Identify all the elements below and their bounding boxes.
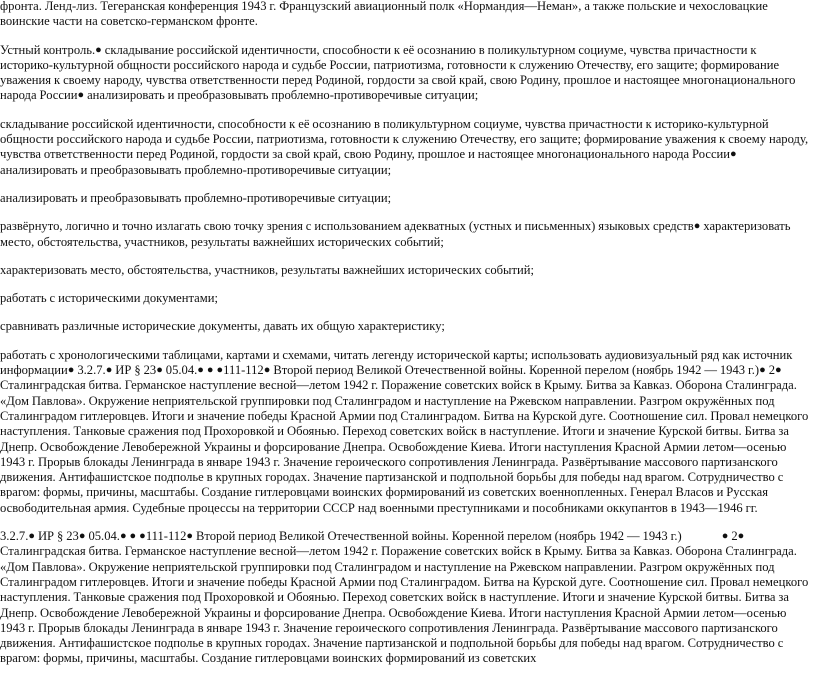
bullet-icon: ● [95,43,102,56]
bullet-icon: ● [775,364,782,377]
text-period-title: Второй период Великой Отечественной войны. Коренной перелом (ноябрь 1942 — 1943 г.) [270,363,760,378]
text-period-title: Второй период Великой Отечественной войны. Коренной перелом (ноябрь 1942 — 1943 г.) [193,529,682,544]
text-tables: работать с хронологическими таблицами, картами и схемами, читать легенду исторической карты; использовать аудиовизуальный ряд как источник информации [0,347,793,378]
text-characterize: характеризовать место, обстоятельства, участников, результаты важнейших исторических событий; [0,219,791,249]
text-date: 05.04. [85,529,120,544]
paragraph-expound [0,219,812,250]
text-analyze: анализировать и преобразовывать проблемно-противоречивые ситуации; [84,88,479,103]
paragraph-documents [0,291,812,306]
paragraph-compare [0,319,812,334]
bullet-icon: ● [263,364,271,377]
text-pages: 111-112 [145,529,187,544]
bullet-icon: ● [78,530,86,543]
bullet-icon: ● [77,89,85,102]
bullet-icon: ● [721,530,729,543]
paragraph-oral-control [0,43,812,104]
bullet-icon: ● [759,364,766,377]
bullet-icon: ● [105,364,113,377]
bullet-icon: ● [197,364,204,377]
bullet-icon: ● [216,364,224,377]
bullet-icon: ● [730,148,737,161]
bullet-icon: ● [67,364,75,377]
paragraph-characterize [0,263,812,278]
paragraph-identity [0,117,812,178]
bullet-icon: ● [28,530,35,543]
text-stalingrad: Сталинградская битва. Германское наступление весной—летом 1942 г. Поражение советских войск в Крыму. Битва за Кавказ. Оборона Сталинграда. «Дом Павлова». Окружение неприятельской группировки под Сталинградом и наступление на Ржевском направлении. Разгром окружённых под Сталинградом гитлеровцев. Итоги и значение победы Красной Армии под Сталинградом. Битва на Курской дуге. Соотношение сил. Провал немецкого наступления. Танковые сражения под Прохоровкой и Обоянью. Переход советских войск в наступление. Итоги и значение Курской битвы. Битва за Днепр. Освобождение Левобережной Украины и форсирование Днепра. Освобождение Киева. Итоги наступления Красной Армии летом—осенью 1943 г. Прорыв блокады Ленинграда в январе 1943 г. Значение героического сопротивления Ленинграда. Развёртывание массового партизанского движения. Антифашистское подполье в крупных городах. Значение партизанской и подпольной борьбы для победы над врагом. Сотрудничество с врагом: формы, причины, масштабы. Создание гитлеровцами воинских формирований из советских [0,544,809,666]
text-code: 3.2.7. [74,363,106,378]
bullet-icon: ● [139,530,146,543]
bullet-icon: ● [693,220,701,233]
paragraph-lesson-block-2 [0,529,812,667]
bullet-icon: ● [206,364,214,377]
bullet-icon: ● [119,530,127,543]
paragraph-fronta [0,0,812,30]
bullet-icon: ● [737,530,745,543]
text-documents: работать с историческими документами; [0,291,218,306]
text-fronta: фронта. Ленд-лиз. Тегеранская конференция 1943 г. Французский авиационный полк «Нормандия—Неман», а также польские и чехословацкие воинские части на советско-германском фронте. [0,0,768,29]
text-identity: складывание российской идентичности, способности к её осознанию в поликультурном социуме, чувства причастности к историко-культурной общности российского народа и судьбе России, патриотизма, готовности к служению Отечеству, его защите; формирование уважения к своему народу, чувства ответственности перед Родиной, гордости за свой край, свою Родину, прошлое и настоящее многонационального народа России [0,42,796,103]
text-compare: сравнивать различные исторические документы, давать их общую характеристику; [0,319,445,334]
text-hours: 2 [765,363,775,378]
text-expound: развёрнуто, логично и точно излагать свою точку зрения с использованием адекватных (устных и письменных) языковых средств [0,219,694,234]
text-oral-control-label: Устный контроль. [0,42,96,57]
bullet-icon: ● [129,530,137,543]
text-hours: 2 [728,529,738,544]
text-date: 05.04. [162,363,198,378]
text-stalingrad: Сталинградская битва. Германское наступление весной—летом 1942 г. Поражение советских войск в Крыму. Битва за Кавказ. Оборона Сталинграда. «Дом Павлова». Окружение неприятельской группировки под Сталинградом и наступление на Ржевском направлении. Разгром окружённых под Сталинградом гитлеровцев. Итоги и значение победы Красной Армии под Сталинградом. Битва на Курской дуге. Соотношение сил. Провал немецкого наступления. Танковые сражения под Прохоровкой и Обоянью. Переход советских войск в наступление. Итоги и значение Курской битвы. Битва за Днепр. Освобождение Левобережной Украины и форсирование Днепра. Освобождение Киева. Итоги наступления Красной Армии летом—осенью 1943 г. Прорыв блокады Ленинграда в январе 1943 г. Значение героического сопротивления Ленинграда. Развёртывание массового партизанского движения. Антифашистское подполье в крупных городах. Значение партизанской и подпольной борьбы для победы над врагом. Сотрудничество с врагом: формы, причины, масштабы. Создание гитлеровцами воинских формирований из советских военнопленных. Генерал Власов и Русская освободительная армия. Судебные процессы на территории СССР над военными преступниками и пособниками оккупантов в 1943—1946 гг. [0,378,809,515]
text-analyze-only: анализировать и преобразовывать проблемно-противоречивые ситуации; [0,190,392,205]
paragraph-analyze [0,191,812,206]
text-identity-repeat: складывание российской идентичности, способности к её осознанию в поликультурном социуме, чувства причастности к историко-культурной общности российского народа и судьбе России, патриотизма, готовности к служению Отечеству, его защите; формирование уважения к своему народу, чувства ответственности перед Родиной, гордости за свой край, свою Родину, прошлое и настоящее многонационального народа России [0,116,809,162]
bullet-icon: ● [156,364,163,377]
text-paragraph-ref: ИР § 23 [35,529,79,544]
text-paragraph-ref: ИР § 23 [112,363,157,378]
bullet-icon: ● [186,530,194,543]
paragraph-lesson-block-1 [0,348,812,516]
text-pages: 111-112 [223,363,264,378]
text-code: 3.2.7. [0,529,29,544]
text-analyze-repeat: анализировать и преобразовывать проблемно-противоречивые ситуации; [0,162,392,177]
text-characterize-only: характеризовать место, обстоятельства, участников, результаты важнейших исторических событий; [0,262,534,277]
